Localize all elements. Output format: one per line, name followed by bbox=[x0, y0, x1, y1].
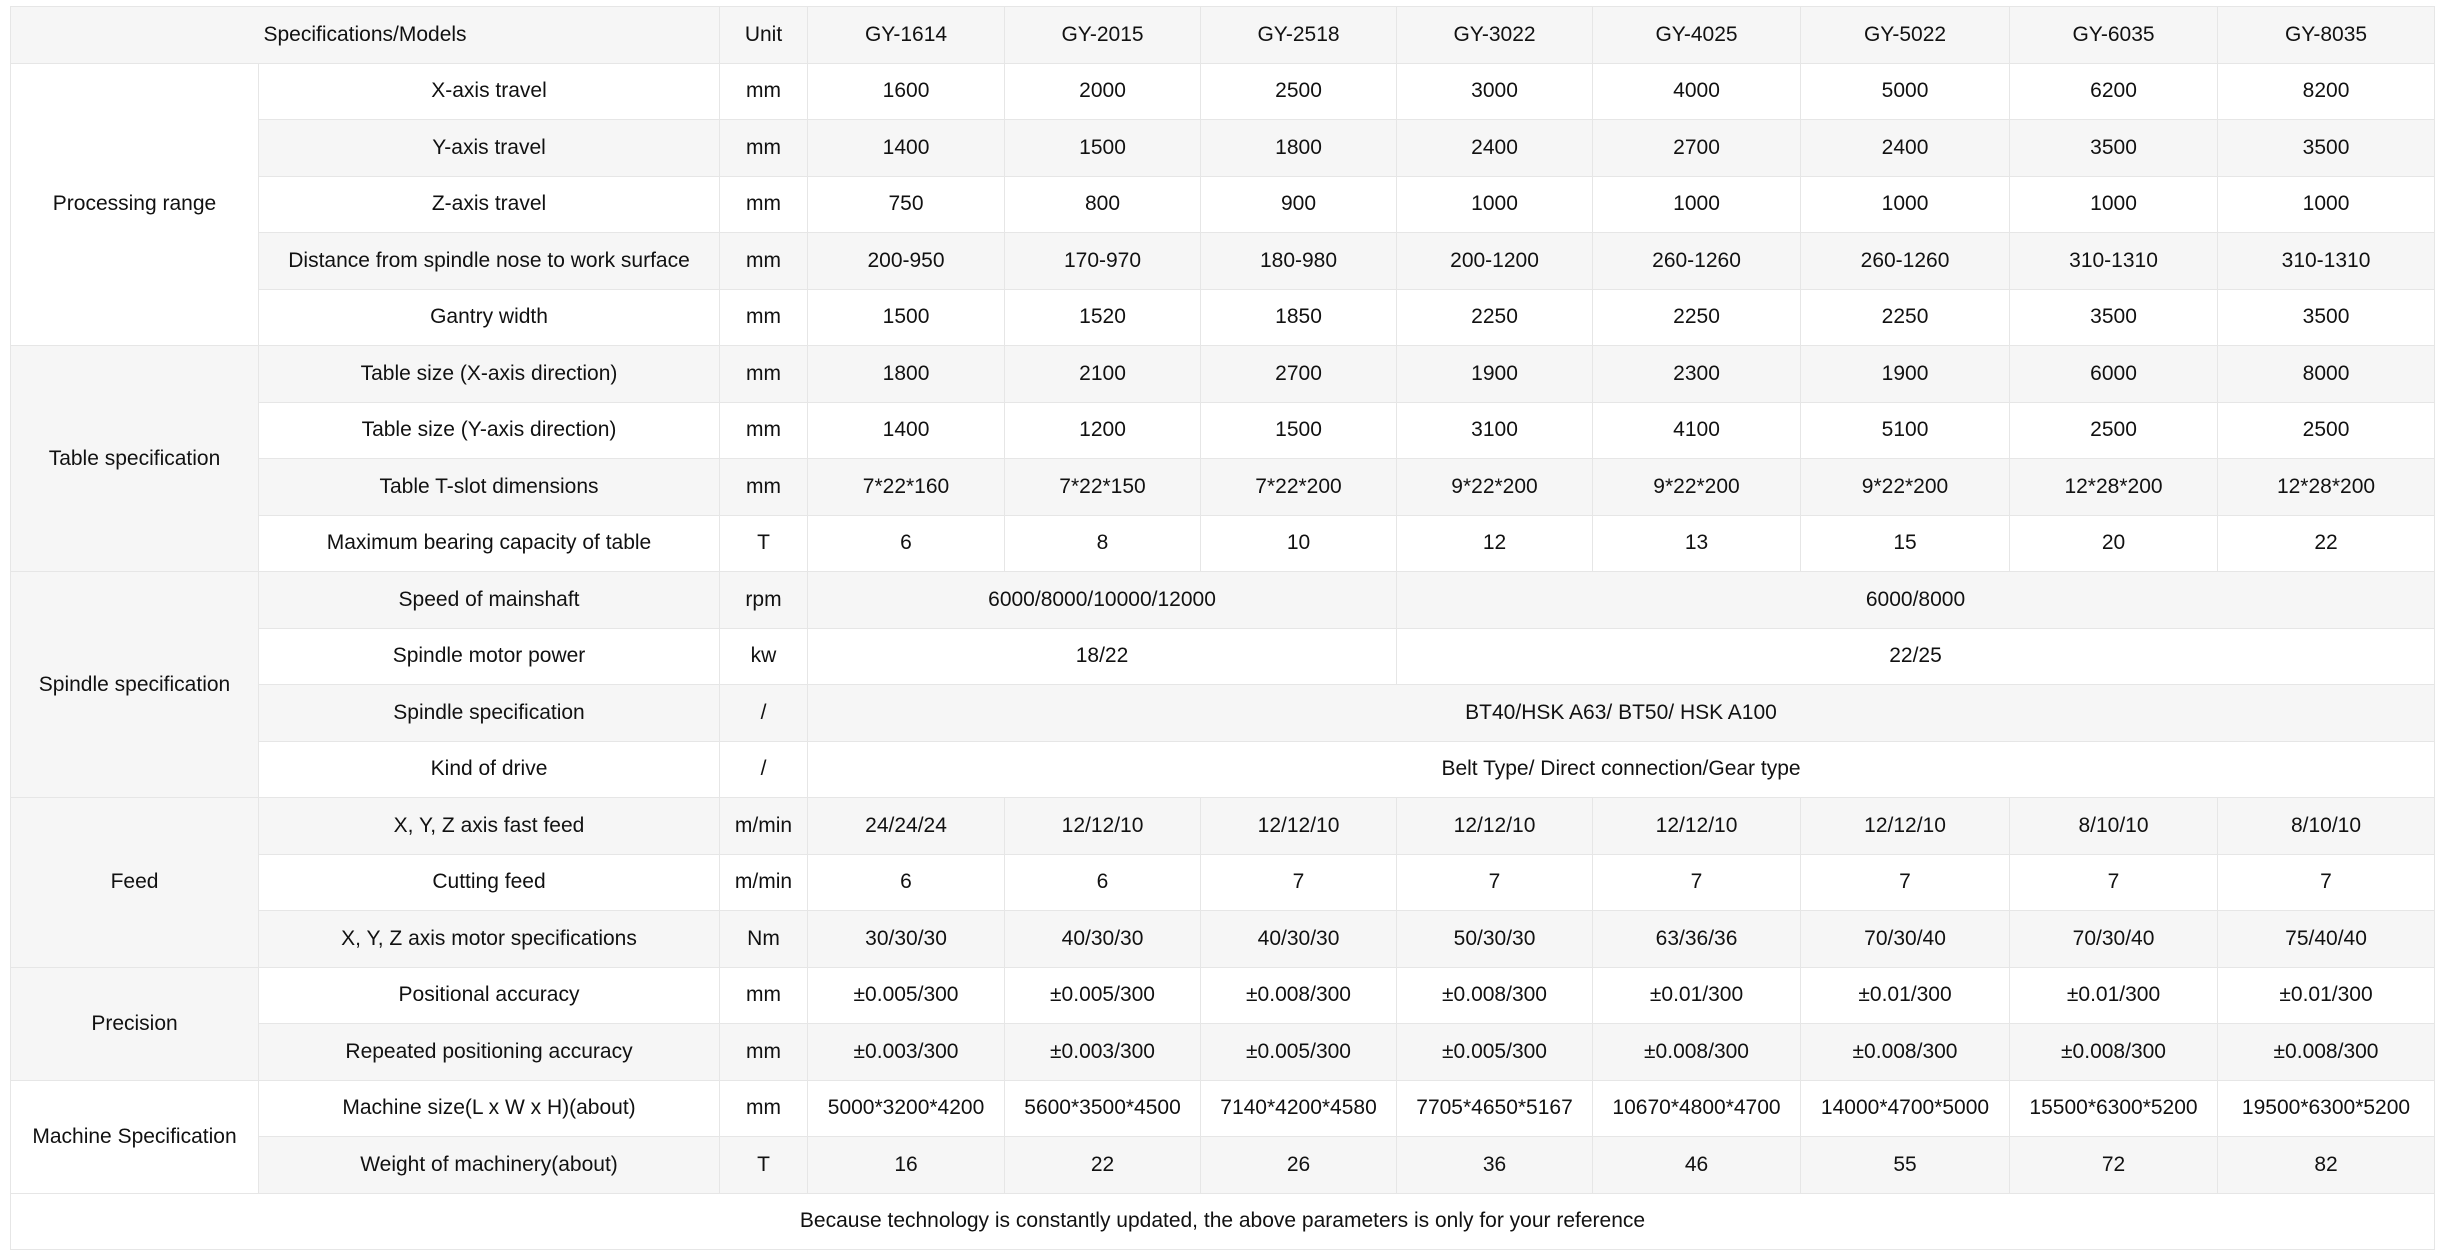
table-row bbox=[11, 911, 2435, 968]
cell: 8200 bbox=[2218, 63, 2435, 120]
cell: 12 bbox=[1397, 515, 1593, 572]
cell: 1900 bbox=[1801, 346, 2010, 403]
table-row bbox=[11, 854, 2435, 911]
row-unit: mm bbox=[720, 459, 808, 516]
cell: 2300 bbox=[1593, 346, 1801, 403]
row-unit: mm bbox=[720, 967, 808, 1024]
cell: 63/36/36 bbox=[1593, 911, 1801, 968]
cell: ±0.008/300 bbox=[2010, 1024, 2218, 1081]
cell: 6 bbox=[808, 854, 1005, 911]
row-unit: / bbox=[720, 685, 808, 742]
cell: 36 bbox=[1397, 1137, 1593, 1194]
cell: 7*22*200 bbox=[1201, 459, 1397, 516]
row-label: Table size (X-axis direction) bbox=[259, 346, 720, 403]
header-model: GY-3022 bbox=[1397, 7, 1593, 64]
cell: 55 bbox=[1801, 1137, 2010, 1194]
row-label: Weight of machinery(about) bbox=[259, 1137, 720, 1194]
cell: 4000 bbox=[1593, 63, 1801, 120]
cell: 14000*4700*5000 bbox=[1801, 1080, 2010, 1137]
header-model: GY-2518 bbox=[1201, 7, 1397, 64]
row-label: Positional accuracy bbox=[259, 967, 720, 1024]
cell: 1000 bbox=[2010, 176, 2218, 233]
row-unit: mm bbox=[720, 233, 808, 290]
row-label: Kind of drive bbox=[259, 741, 720, 798]
cell: 1900 bbox=[1397, 346, 1593, 403]
cell: 10 bbox=[1201, 515, 1397, 572]
cell: 26 bbox=[1201, 1137, 1397, 1194]
row-unit: T bbox=[720, 515, 808, 572]
cell: 7 bbox=[1593, 854, 1801, 911]
cell: 7140*4200*4580 bbox=[1201, 1080, 1397, 1137]
cell: 3500 bbox=[2218, 289, 2435, 346]
cell: 900 bbox=[1201, 176, 1397, 233]
cell: 9*22*200 bbox=[1397, 459, 1593, 516]
cell: 12*28*200 bbox=[2218, 459, 2435, 516]
cell: 2700 bbox=[1201, 346, 1397, 403]
cell: 15500*6300*5200 bbox=[2010, 1080, 2218, 1137]
row-unit: mm bbox=[720, 289, 808, 346]
cell: 1600 bbox=[808, 63, 1005, 120]
header-spec-label: Specifications/Models bbox=[11, 7, 720, 64]
cell: 75/40/40 bbox=[2218, 911, 2435, 968]
group-processing-range: Processing range bbox=[11, 63, 259, 346]
table-row bbox=[11, 233, 2435, 290]
table-row bbox=[11, 120, 2435, 177]
cell: 46 bbox=[1593, 1137, 1801, 1194]
row-unit: mm bbox=[720, 346, 808, 403]
cell: ±0.01/300 bbox=[2010, 967, 2218, 1024]
row-unit: m/min bbox=[720, 854, 808, 911]
cell: 4100 bbox=[1593, 402, 1801, 459]
cell: 180-980 bbox=[1201, 233, 1397, 290]
cell: 70/30/40 bbox=[1801, 911, 2010, 968]
cell: 1800 bbox=[1201, 120, 1397, 177]
cell: 82 bbox=[2218, 1137, 2435, 1194]
table-row bbox=[11, 346, 2435, 403]
table-row bbox=[11, 798, 2435, 855]
cell: 200-950 bbox=[808, 233, 1005, 290]
cell: 1400 bbox=[808, 402, 1005, 459]
cell: 2400 bbox=[1801, 120, 2010, 177]
cell: 8/10/10 bbox=[2218, 798, 2435, 855]
cell: 310-1310 bbox=[2010, 233, 2218, 290]
cell: 260-1260 bbox=[1593, 233, 1801, 290]
row-label: X-axis travel bbox=[259, 63, 720, 120]
cell: 2500 bbox=[1201, 63, 1397, 120]
header-unit-label: Unit bbox=[720, 7, 808, 64]
cell: 1800 bbox=[808, 346, 1005, 403]
row-unit: mm bbox=[720, 120, 808, 177]
header-model: GY-8035 bbox=[2218, 7, 2435, 64]
table-row bbox=[11, 459, 2435, 516]
table-row bbox=[11, 63, 2435, 120]
header-model: GY-5022 bbox=[1801, 7, 2010, 64]
merged-cell: 6000/8000 bbox=[1397, 572, 2435, 629]
cell: 3000 bbox=[1397, 63, 1593, 120]
cell: ±0.01/300 bbox=[1801, 967, 2010, 1024]
cell: 5100 bbox=[1801, 402, 2010, 459]
cell: 7 bbox=[1801, 854, 2010, 911]
cell: 7 bbox=[1201, 854, 1397, 911]
cell: 1000 bbox=[1593, 176, 1801, 233]
cell: 800 bbox=[1005, 176, 1201, 233]
cell: 6200 bbox=[2010, 63, 2218, 120]
cell: 1400 bbox=[808, 120, 1005, 177]
group-precision: Precision bbox=[11, 967, 259, 1080]
row-label: X, Y, Z axis fast feed bbox=[259, 798, 720, 855]
cell: 3500 bbox=[2218, 120, 2435, 177]
cell: 2250 bbox=[1593, 289, 1801, 346]
table-row bbox=[11, 1024, 2435, 1081]
cell: ±0.008/300 bbox=[1397, 967, 1593, 1024]
cell: ±0.005/300 bbox=[1005, 967, 1201, 1024]
cell: 1500 bbox=[808, 289, 1005, 346]
row-label: Spindle motor power bbox=[259, 628, 720, 685]
table-row bbox=[11, 1080, 2435, 1137]
row-label: Repeated positioning accuracy bbox=[259, 1024, 720, 1081]
cell: 2500 bbox=[2010, 402, 2218, 459]
cell: 3500 bbox=[2010, 120, 2218, 177]
table-row bbox=[11, 515, 2435, 572]
cell: 19500*6300*5200 bbox=[2218, 1080, 2435, 1137]
cell: 750 bbox=[808, 176, 1005, 233]
cell: 200-1200 bbox=[1397, 233, 1593, 290]
cell: 1520 bbox=[1005, 289, 1201, 346]
cell: 7*22*160 bbox=[808, 459, 1005, 516]
cell: ±0.008/300 bbox=[1593, 1024, 1801, 1081]
cell: 1500 bbox=[1201, 402, 1397, 459]
cell: ±0.005/300 bbox=[1397, 1024, 1593, 1081]
row-label: Spindle specification bbox=[259, 685, 720, 742]
cell: 1000 bbox=[2218, 176, 2435, 233]
cell: 20 bbox=[2010, 515, 2218, 572]
cell: 1000 bbox=[1397, 176, 1593, 233]
cell: 1500 bbox=[1005, 120, 1201, 177]
merged-cell: Belt Type/ Direct connection/Gear type bbox=[808, 741, 2435, 798]
row-label: Speed of mainshaft bbox=[259, 572, 720, 629]
table-row bbox=[11, 402, 2435, 459]
cell: ±0.01/300 bbox=[2218, 967, 2435, 1024]
cell: 22 bbox=[1005, 1137, 1201, 1194]
header-model: GY-4025 bbox=[1593, 7, 1801, 64]
row-unit: kw bbox=[720, 628, 808, 685]
row-unit: m/min bbox=[720, 798, 808, 855]
cell: 2700 bbox=[1593, 120, 1801, 177]
row-label: Y-axis travel bbox=[259, 120, 720, 177]
cell: 9*22*200 bbox=[1801, 459, 2010, 516]
table-row bbox=[11, 1137, 2435, 1194]
cell: 2400 bbox=[1397, 120, 1593, 177]
merged-cell: 22/25 bbox=[1397, 628, 2435, 685]
cell: 16 bbox=[808, 1137, 1005, 1194]
row-unit: / bbox=[720, 741, 808, 798]
cell: 1000 bbox=[1801, 176, 2010, 233]
cell: 7 bbox=[2010, 854, 2218, 911]
cell: 12/12/10 bbox=[1201, 798, 1397, 855]
row-unit: mm bbox=[720, 176, 808, 233]
cell: 40/30/30 bbox=[1005, 911, 1201, 968]
cell: 40/30/30 bbox=[1201, 911, 1397, 968]
specification-table bbox=[10, 6, 2435, 1250]
cell: 8 bbox=[1005, 515, 1201, 572]
row-label: Table size (Y-axis direction) bbox=[259, 402, 720, 459]
cell: 9*22*200 bbox=[1593, 459, 1801, 516]
cell: ±0.003/300 bbox=[808, 1024, 1005, 1081]
cell: ±0.005/300 bbox=[808, 967, 1005, 1024]
group-machine-specification: Machine Specification bbox=[11, 1080, 259, 1193]
cell: ±0.008/300 bbox=[1201, 967, 1397, 1024]
cell: 7 bbox=[1397, 854, 1593, 911]
cell: 70/30/40 bbox=[2010, 911, 2218, 968]
cell: 13 bbox=[1593, 515, 1801, 572]
cell: 12/12/10 bbox=[1593, 798, 1801, 855]
cell: 1850 bbox=[1201, 289, 1397, 346]
cell: 310-1310 bbox=[2218, 233, 2435, 290]
merged-cell: 18/22 bbox=[808, 628, 1397, 685]
table-row bbox=[11, 967, 2435, 1024]
cell: 2100 bbox=[1005, 346, 1201, 403]
cell: 2500 bbox=[2218, 402, 2435, 459]
header-model: GY-6035 bbox=[2010, 7, 2218, 64]
table-row bbox=[11, 741, 2435, 798]
cell: 7 bbox=[2218, 854, 2435, 911]
cell: 6 bbox=[808, 515, 1005, 572]
cell: ±0.01/300 bbox=[1593, 967, 1801, 1024]
cell: 2000 bbox=[1005, 63, 1201, 120]
cell: 260-1260 bbox=[1801, 233, 2010, 290]
row-label: Table T-slot dimensions bbox=[259, 459, 720, 516]
cell: 12/12/10 bbox=[1801, 798, 2010, 855]
cell: 5000 bbox=[1801, 63, 2010, 120]
cell: 7*22*150 bbox=[1005, 459, 1201, 516]
cell: 2250 bbox=[1397, 289, 1593, 346]
merged-cell: BT40/HSK A63/ BT50/ HSK A100 bbox=[808, 685, 2435, 742]
row-unit: mm bbox=[720, 63, 808, 120]
footer-note: Because technology is constantly updated, the above parameters is only for your reference bbox=[11, 1193, 2435, 1250]
row-unit: mm bbox=[720, 1024, 808, 1081]
table-row bbox=[11, 685, 2435, 742]
cell: 5000*3200*4200 bbox=[808, 1080, 1005, 1137]
cell: ±0.008/300 bbox=[2218, 1024, 2435, 1081]
row-label: Z-axis travel bbox=[259, 176, 720, 233]
row-unit: mm bbox=[720, 402, 808, 459]
row-unit: mm bbox=[720, 1080, 808, 1137]
row-label: Distance from spindle nose to work surface bbox=[259, 233, 720, 290]
cell: ±0.008/300 bbox=[1801, 1024, 2010, 1081]
table-row bbox=[11, 289, 2435, 346]
cell: 15 bbox=[1801, 515, 2010, 572]
row-label: Machine size(L x W x H)(about) bbox=[259, 1080, 720, 1137]
cell: 22 bbox=[2218, 515, 2435, 572]
table-row bbox=[11, 628, 2435, 685]
cell: 12/12/10 bbox=[1005, 798, 1201, 855]
cell: 30/30/30 bbox=[808, 911, 1005, 968]
cell: 8/10/10 bbox=[2010, 798, 2218, 855]
cell: 2250 bbox=[1801, 289, 2010, 346]
merged-cell: 6000/8000/10000/12000 bbox=[808, 572, 1397, 629]
row-unit: Nm bbox=[720, 911, 808, 968]
row-label: Gantry width bbox=[259, 289, 720, 346]
cell: 24/24/24 bbox=[808, 798, 1005, 855]
cell: 3100 bbox=[1397, 402, 1593, 459]
cell: 12*28*200 bbox=[2010, 459, 2218, 516]
table-row bbox=[11, 176, 2435, 233]
row-unit: rpm bbox=[720, 572, 808, 629]
cell: 170-970 bbox=[1005, 233, 1201, 290]
row-unit: T bbox=[720, 1137, 808, 1194]
cell: 12/12/10 bbox=[1397, 798, 1593, 855]
table-row bbox=[11, 572, 2435, 629]
spec-table-container bbox=[10, 6, 2435, 1250]
cell: ±0.005/300 bbox=[1201, 1024, 1397, 1081]
group-spindle-specification: Spindle specification bbox=[11, 572, 259, 798]
row-label: Cutting feed bbox=[259, 854, 720, 911]
row-label: X, Y, Z axis motor specifications bbox=[259, 911, 720, 968]
cell: 3500 bbox=[2010, 289, 2218, 346]
cell: 7705*4650*5167 bbox=[1397, 1080, 1593, 1137]
cell: ±0.003/300 bbox=[1005, 1024, 1201, 1081]
row-label: Maximum bearing capacity of table bbox=[259, 515, 720, 572]
header-row bbox=[11, 7, 2435, 64]
header-model: GY-2015 bbox=[1005, 7, 1201, 64]
header-model: GY-1614 bbox=[808, 7, 1005, 64]
cell: 1200 bbox=[1005, 402, 1201, 459]
footer-row bbox=[11, 1193, 2435, 1250]
group-feed: Feed bbox=[11, 798, 259, 968]
cell: 72 bbox=[2010, 1137, 2218, 1194]
group-table-specification: Table specification bbox=[11, 346, 259, 572]
cell: 6 bbox=[1005, 854, 1201, 911]
cell: 50/30/30 bbox=[1397, 911, 1593, 968]
cell: 5600*3500*4500 bbox=[1005, 1080, 1201, 1137]
cell: 6000 bbox=[2010, 346, 2218, 403]
cell: 8000 bbox=[2218, 346, 2435, 403]
cell: 10670*4800*4700 bbox=[1593, 1080, 1801, 1137]
